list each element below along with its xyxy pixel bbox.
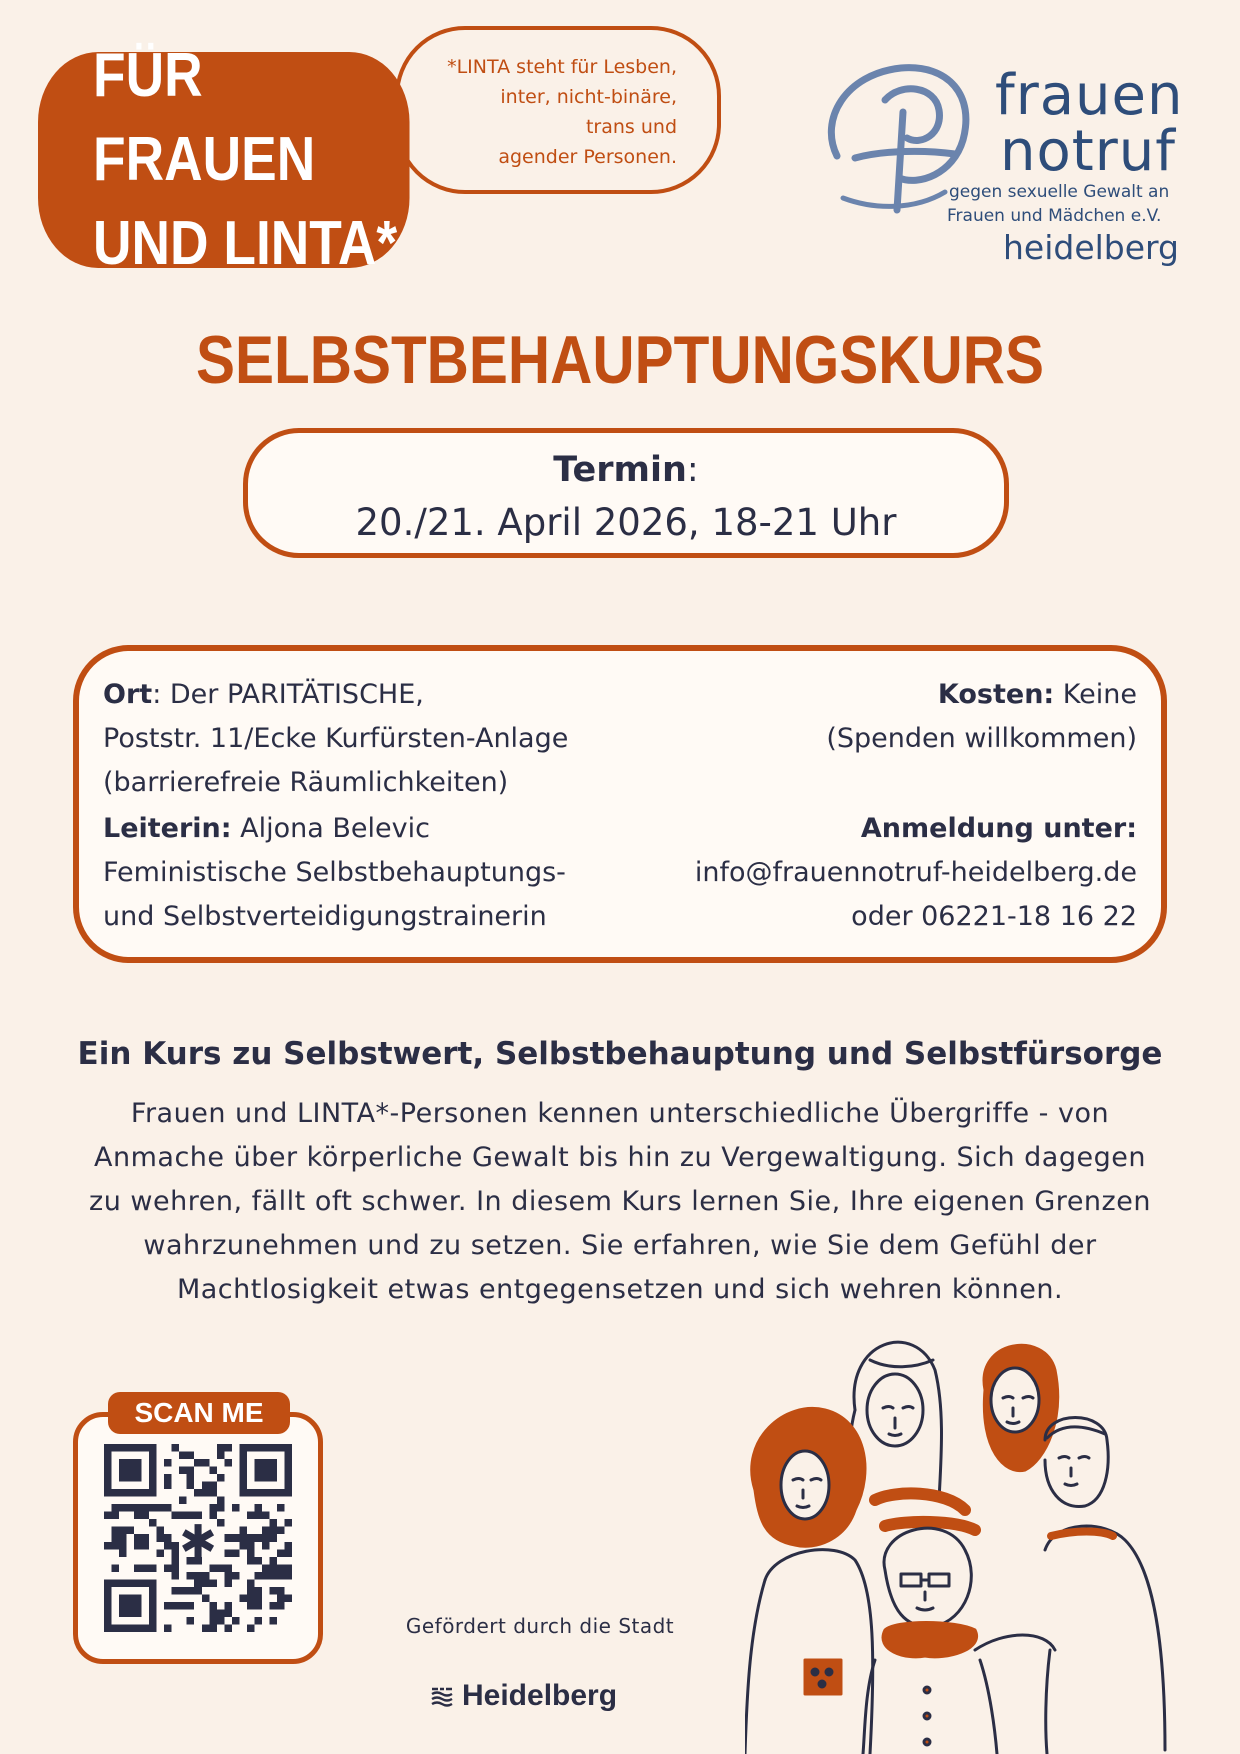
date-box (243, 428, 1009, 558)
logo-subtitle-2: Frauen und Mädchen e.V. (947, 206, 1162, 226)
date-value: 20./21. April 2026, 18-21 Uhr (355, 501, 897, 544)
cost-line-2: (Spenden willkommen) (826, 723, 1137, 754)
logo-city: heidelberg (1003, 228, 1179, 267)
instructor-label: Leiterin: (103, 813, 232, 844)
registration-email-link[interactable]: info@frauennotruf-heidelberg.de (694, 857, 1137, 888)
pill-line-2: UND LINTA* (93, 209, 398, 278)
svg-text:✱: ✱ (179, 1514, 217, 1568)
date-label-line (248, 445, 1004, 495)
logo-word-frauen: frauen (995, 63, 1184, 128)
description-line-5: Machtlosigkeit etwas entgegensetzen und sich wehren können. (176, 1274, 1064, 1305)
funding-note: Gefördert durch die Stadt (405, 1614, 675, 1638)
location-label: Ort (103, 679, 153, 710)
registration-block (695, 807, 1137, 939)
pill-line-1: FÜR FRAUEN (93, 41, 316, 194)
women-group-illustration (745, 1330, 1185, 1754)
location-line-1 (103, 673, 568, 717)
location-line-3: (barrierefreie Räumlichkeiten) (103, 767, 509, 798)
qr-code-icon[interactable] (104, 1444, 292, 1632)
instructor-block (103, 807, 566, 939)
heidelberg-city-logo (430, 1676, 617, 1716)
cost-value: Keine (1054, 679, 1137, 710)
description-line-2: Anmache über körperliche Gewalt bis hin zu Vergewaltigung. Sich dagegen (94, 1142, 1146, 1173)
note-line-3: trans und (585, 116, 677, 138)
description-line-3: zu wehren, fällt oft schwer. In diesem Kurs lernen Sie, Ihre eigenen Grenzen (89, 1186, 1151, 1217)
description-line-4: wahrzunehmen und zu setzen. Sie erfahren, wie Sie dem Gefühl der (143, 1230, 1097, 1261)
instructor-line-1 (103, 807, 566, 851)
cost-block (826, 673, 1137, 761)
logo-subtitle-1: gegen sexuelle Gewalt an (949, 182, 1170, 202)
instructor-name: Aljona Belevic (231, 813, 430, 844)
cost-line-1 (826, 673, 1137, 717)
scan-me-badge: SCAN ME (108, 1392, 290, 1434)
note-line-2: inter, nicht-binäre, (500, 86, 677, 108)
audience-pill (38, 41, 410, 278)
registration-phone[interactable]: oder 06221-18 16 22 (851, 901, 1137, 932)
instructor-line-2: Feministische Selbstbehauptungs- (103, 857, 566, 888)
date-label: Termin (553, 450, 687, 490)
info-box (73, 645, 1167, 963)
description-line-1: Frauen und LINTA*-Personen kennen unterschiedliche Übergriffe - von (130, 1098, 1110, 1129)
description-text (60, 1092, 1180, 1312)
instructor-line-3: und Selbstverteidigungstrainerin (103, 901, 547, 932)
frauennotruf-logo (815, 60, 1195, 270)
section-heading: Ein Kurs zu Selbstwert, Selbstbehauptung und Selbstfürsorge (77, 1036, 1163, 1072)
page-title: SELBSTBEHAUPTUNGSKURS (195, 322, 1045, 398)
note-line-1: *LINTA steht für Lesben, (447, 56, 677, 78)
cost-label: Kosten: (937, 679, 1055, 710)
date-label-colon: : (686, 450, 699, 490)
heidelberg-wave-icon (430, 1684, 454, 1708)
location-block (103, 673, 568, 805)
city-name: Heidelberg (462, 1679, 618, 1712)
linta-definition-note (395, 26, 721, 194)
location-value: : Der PARITÄTISCHE, (152, 679, 424, 710)
note-line-4: agender Personen. (498, 146, 677, 168)
logo-word-notruf: notruf (1000, 119, 1176, 184)
registration-label: Anmeldung unter: (860, 813, 1137, 844)
location-line-2: Poststr. 11/Ecke Kurfürsten-Anlage (103, 723, 569, 754)
